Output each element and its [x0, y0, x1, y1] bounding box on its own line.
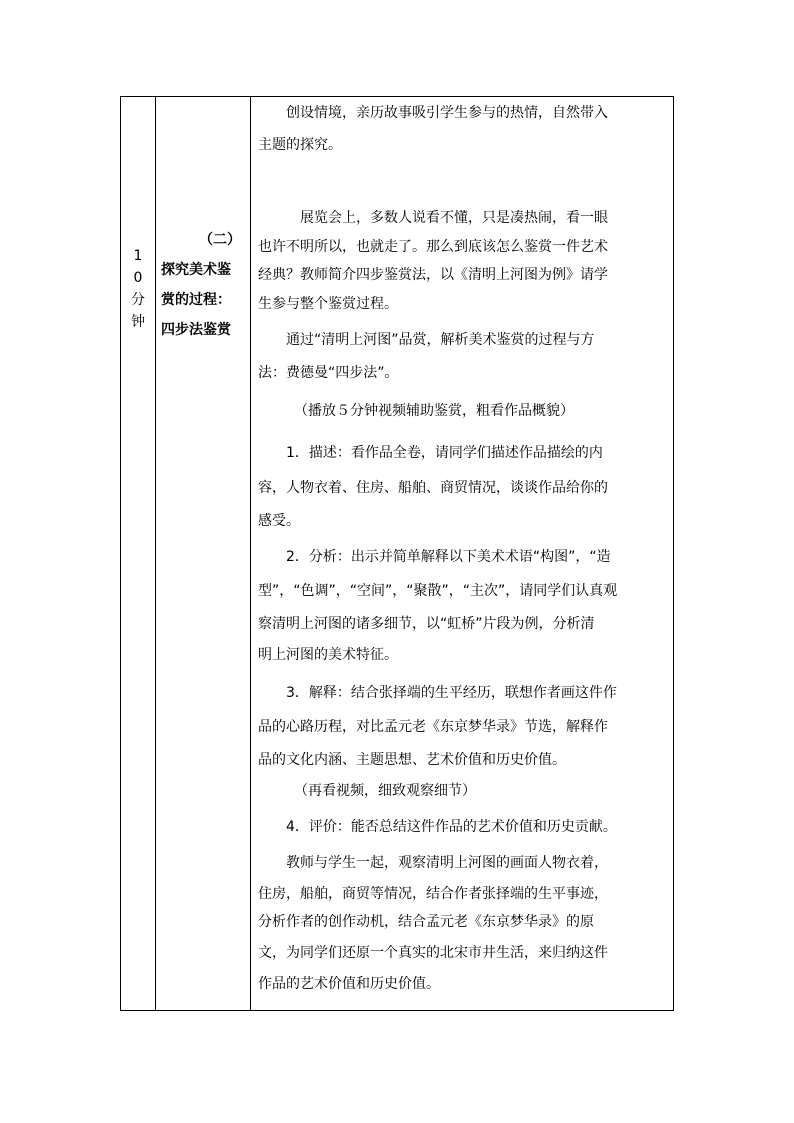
- section-title-line: 四步法鉴赏: [161, 322, 231, 338]
- content-line: 容，人物衣着、住房、船舶、商贸情况，谈谈作品给你的: [258, 480, 608, 496]
- content-line: 品的心路历程，对比孟元老《东京梦华录》节选，解释作: [258, 719, 608, 735]
- content-line: 经典？教师简介四步鉴赏法，以《清明上河图为例》请学: [258, 267, 608, 283]
- section-number: （二）: [199, 232, 241, 248]
- content-line: 教师与学生一起，观察清明上河图的画面人物衣着，: [286, 855, 608, 871]
- content-line: 生参与整个鉴赏过程。: [258, 296, 398, 312]
- content-line: 型”，“色调”，“空间”，“聚散”，“主次”，请同学们认真观: [258, 583, 618, 599]
- time-char: 1: [133, 248, 143, 264]
- content-line: 主题的探究。: [258, 137, 342, 153]
- column-divider: [250, 97, 251, 1010]
- content-line: 创设情境，亲历故事吸引学生参与的热情，自然带入: [286, 105, 608, 121]
- content-line: 分析作者的创作动机，结合孟元老《东京梦华录》的原: [258, 914, 594, 930]
- lesson-table: [120, 96, 674, 1011]
- content-line: 感受。: [258, 513, 300, 529]
- section-title-line: 探究美术鉴: [161, 262, 231, 278]
- content-line: 3．解释：结合张择端的生平经历，联想作者画这件作: [286, 685, 617, 701]
- time-char: 钟: [131, 314, 145, 330]
- content-line: 文，为同学们还原一个真实的北宋市井生活，来归纳这件: [258, 945, 608, 961]
- time-char: 分: [131, 292, 145, 308]
- section-title-line: 赏的过程：: [161, 292, 231, 308]
- content-line: （播放５分钟视频辅助鉴赏，粗看作品概貌）: [294, 403, 574, 419]
- content-line: 住房，船舶，商贸等情况，结合作者张择端的生平事迹，: [258, 886, 608, 902]
- content-line: 展览会上，多数人说看不懂，只是凑热闹，看一眼: [300, 210, 608, 226]
- time-cell: [121, 245, 155, 333]
- content-line: 通过“清明上河图”品赏，解析美术鉴赏的过程与方: [286, 332, 595, 348]
- content-line: 1．描述：看作品全卷，请同学们描述作品描绘的内: [286, 445, 603, 461]
- content-line: 品的文化内涵、主题思想、艺术价值和历史价值。: [258, 752, 566, 768]
- content-line: 4．评价：能否总结这件作品的艺术价值和历史贡献。: [286, 819, 617, 835]
- content-line: 作品的艺术价值和历史价值。: [258, 976, 440, 992]
- content-line: 法：费德曼“四步法”。: [258, 365, 399, 381]
- content-line: 2．分析：出示并简单解释以下美术术语“构图”，“造: [286, 549, 611, 565]
- section-cell: [157, 225, 249, 345]
- content-line: 明上河图的美术特征。: [258, 647, 398, 663]
- content-line: （再看视频，细致观察细节）: [294, 783, 476, 799]
- time-char: 0: [133, 270, 143, 286]
- content-line: 察清明上河图的诸多细节，以“虹桥”片段为例，分析清: [258, 616, 595, 632]
- column-divider: [155, 97, 156, 1010]
- content-line: 也许不明所以，也就走了。那么到底该怎么鉴赏一件艺术: [258, 239, 608, 255]
